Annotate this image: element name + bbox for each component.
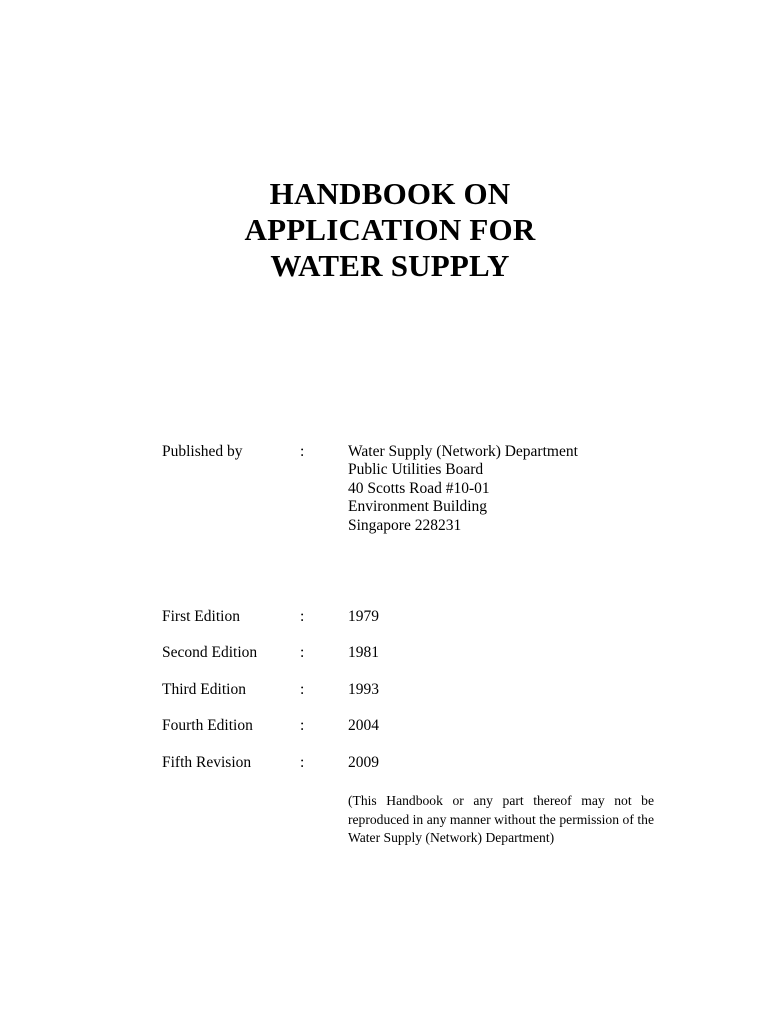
edition-label: First Edition (162, 608, 240, 625)
document-title (0, 176, 768, 284)
edition-separator: : (300, 608, 305, 625)
edition-year: 1981 (348, 644, 379, 661)
edition-label: Fifth Revision (162, 754, 252, 771)
publisher-department: Water Supply (Network) Department (348, 443, 578, 460)
publisher-address (348, 443, 578, 535)
title-line-2: APPLICATION FOR (244, 212, 536, 247)
title-line-1: HANDBOOK ON (269, 176, 511, 211)
edition-year: 1979 (348, 608, 379, 625)
publisher-label: Published by (162, 443, 243, 460)
publisher-street: 40 Scotts Road #10-01 (348, 479, 490, 497)
edition-separator: : (300, 717, 305, 734)
publisher-organization: Public Utilities Board (348, 461, 484, 479)
edition-year: 1993 (348, 681, 379, 698)
publisher-city: Singapore 228231 (348, 516, 462, 534)
edition-separator: : (300, 681, 305, 698)
edition-separator: : (300, 644, 305, 661)
publisher-separator: : (300, 443, 305, 460)
publisher-building: Environment Building (348, 498, 488, 516)
copyright-notice: (This Handbook or any part thereof may not be reproduced in any manner without the permission of the Water Supply (Network) Department) (348, 793, 654, 846)
edition-label: Second Edition (162, 644, 258, 661)
edition-separator: : (300, 754, 305, 771)
edition-label: Fourth Edition (162, 717, 253, 734)
edition-label: Third Edition (162, 681, 246, 698)
title-line-3: WATER SUPPLY (270, 248, 510, 283)
edition-year: 2004 (348, 717, 379, 734)
edition-year: 2009 (348, 754, 379, 771)
